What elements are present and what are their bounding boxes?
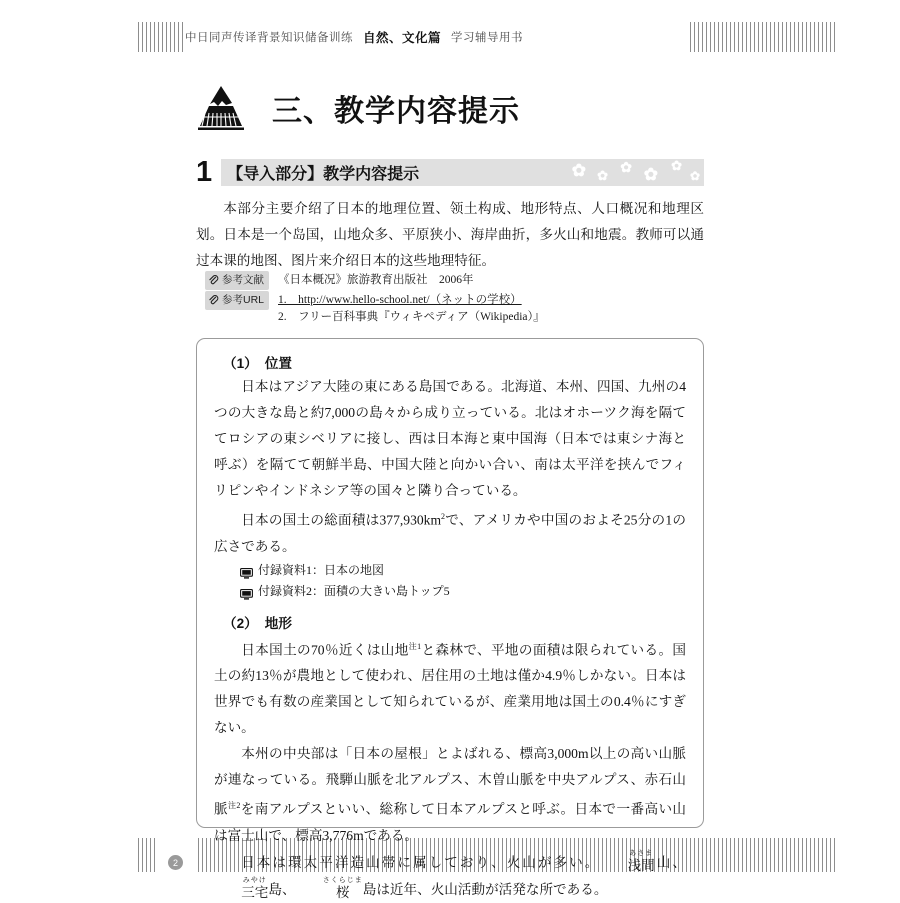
area-text-b: で、アメリカや中国のおよそ25分の1の広さである。 <box>214 512 686 554</box>
reference-url-label: 参考URL <box>222 294 265 306</box>
subsection-1-paragraph-2 <box>214 504 686 560</box>
subsection-2-heading <box>223 612 686 632</box>
reference-doc-row <box>205 271 705 290</box>
reference-url-item[interactable]: 1. http://www.hello-school.net/（ネットの学校） <box>278 294 522 306</box>
section-heading <box>196 155 704 189</box>
attachment-label: 付録資料1：日本の地図 <box>258 562 385 577</box>
sakura-icon: ✿ <box>643 164 658 184</box>
section-title-bar <box>221 159 704 186</box>
intro-paragraph: 本部分主要介绍了日本的地理位置、领土构成、地形特点、人口概况和地理区划。日本是一个岛国，山地众多、平原狭小、海岸曲折，多火山和地震。教师可以通过本课的地图、图片来介绍日本的这些地理特征。 <box>196 201 704 268</box>
ruby-base: 三宅 <box>241 884 269 900</box>
terrain-footnote-1: 注1 <box>408 641 422 651</box>
sakura-icon: ✿ <box>689 168 700 183</box>
reference-url-tag <box>205 291 269 310</box>
subsection-1-paragraph-1: 日本はアジア大陸の東にある島国である。北海道、本州、四国、九州の4つの大きな島と約7,000の島々から成り立っている。北はオホーツク海を隔ててロシアの東シベリアに接し、西は日本海と東中国海（日本では東シナ海と呼ぶ）を隔てて朝鮮半島、中国大陸と向かい合い、南は太平洋を挟んでフィリピンやインドネシア等の国々と隣り合っている。 <box>214 379 686 498</box>
subsection-2-paragraph-3 <box>214 849 686 903</box>
ruby-text: みやけ <box>242 875 267 884</box>
subsection-2-paragraph-2 <box>214 741 686 849</box>
area-superscript: 2 <box>441 512 446 521</box>
alps-text-b: を南アルプスといい、総称して日本アルプスと呼ぶ。日本で一番高い山は富士山で、標高3,776mである。 <box>214 801 687 843</box>
section-title: 【导入部分】教学内容提示 <box>227 165 420 183</box>
chapter-heading <box>192 82 520 134</box>
paperclip-icon <box>208 275 219 286</box>
ruby-asama <box>600 849 654 876</box>
terrain-footnote-2: 注2 <box>228 801 241 811</box>
ruby-miyake <box>214 876 268 903</box>
header-right-text: 学习辅导用书 <box>451 32 524 44</box>
terrain-text-b: と森林で、平地の面積は限られている。国土の約13％が農地として使われ、居住用の土地は僅か4.9％しかない。日本は世界でも有数の産業国として知られているが、産業用地は国土の0.4％にすぎない。 <box>214 642 687 736</box>
section-number: 1 <box>196 155 213 188</box>
page-number: 2 <box>168 855 183 870</box>
ruby-text: さくらじま <box>322 875 363 884</box>
reference-doc-text: 《日本概况》旅游教育出版社 2006年 <box>278 274 474 286</box>
subsection-2-title: 地形 <box>264 615 292 631</box>
ruby-base: 桜 <box>335 884 350 900</box>
reference-doc-label: 参考文献 <box>222 274 264 286</box>
volcano-mid-3: 島は近年、火山活動が活発な所である。 <box>362 881 608 897</box>
reference-url-row <box>205 291 705 326</box>
subsection-2-paragraph-1 <box>214 634 686 742</box>
ruby-sakurajima <box>296 876 363 903</box>
volcano-mid-1: 山、 <box>654 854 687 870</box>
running-header <box>185 22 690 52</box>
sakura-icon: ✿ <box>597 167 608 183</box>
subsection-1-heading <box>223 352 686 372</box>
monitor-icon <box>240 565 253 576</box>
alps-text-a: 本州の中央部は「日本の屋根」とよばれる、標高3,000m以上の高い山脈が連なっている。飛騨山脈を北アルプス、木曽山脈を中央アルプス、赤石山脈 <box>214 746 686 817</box>
reference-url-item: 2. フリー百科事典『ウィキペディア（Wikipedia）』 <box>278 311 545 323</box>
chapter-title: 三、教学内容提示 <box>272 95 520 128</box>
sakura-icon: ✿ <box>671 158 682 173</box>
header-left-text: 中日同声传译背景知识储备训练 <box>185 32 353 44</box>
content-box <box>196 338 704 900</box>
subsection-1-title: 位置 <box>264 356 292 371</box>
ruby-base: 浅間 <box>627 857 655 873</box>
attachment-item <box>240 560 686 581</box>
ruby-text: あさま <box>629 848 654 857</box>
attachment-item <box>240 581 686 602</box>
reference-doc-tag <box>205 271 269 290</box>
references-block <box>205 271 705 327</box>
header-bold-text: 自然、文化篇 <box>363 31 442 45</box>
volcano-text-a: 日本は環太平洋造山帯に属しており、火山が多い。 <box>241 854 601 870</box>
sakura-icon: ✿ <box>620 158 632 175</box>
paperclip-icon <box>208 295 219 306</box>
sakura-icon: ✿ <box>571 160 586 180</box>
monitor-icon <box>240 586 253 597</box>
mount-fuji-icon <box>192 82 250 134</box>
volcano-mid-2: 島、 <box>268 881 296 897</box>
subsection-2-number: （2） <box>223 615 258 631</box>
reference-url-list <box>278 291 545 326</box>
attachment-label: 付録資料2：面積の大きい島トップ5 <box>258 583 450 598</box>
terrain-text-a: 日本国土の70％近くは山地 <box>241 642 409 658</box>
subsection-1-number: （1） <box>223 356 258 371</box>
area-text-a: 日本の国土の総面積は377,930km <box>241 512 442 528</box>
